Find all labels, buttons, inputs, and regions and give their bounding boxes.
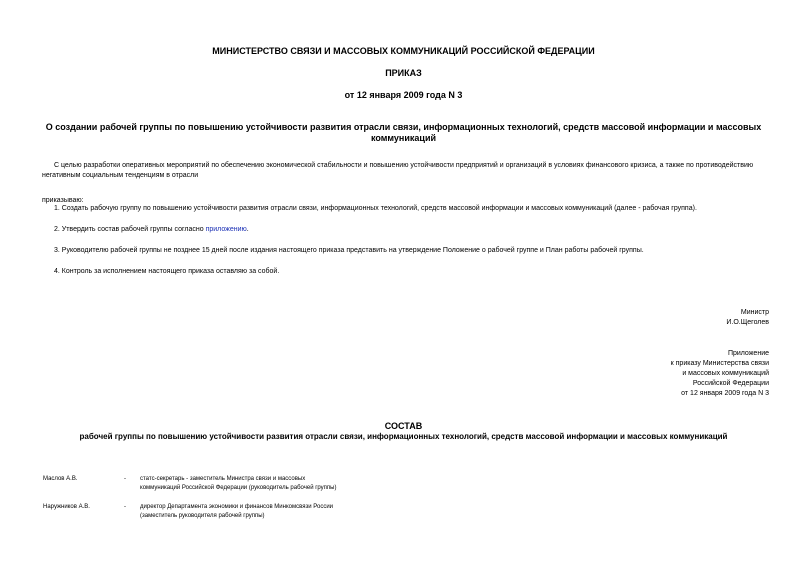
document-type: ПРИКАЗ: [385, 68, 422, 78]
member-role: статс-секретарь - заместитель Министра связи и массовых коммуникаций Российской Федерации (руководитель рабочей группы): [140, 476, 337, 491]
member-name: Наружников А.В.: [43, 504, 90, 510]
ministry-title: МИНИСТЕРСТВО СВЯЗИ И МАССОВЫХ КОММУНИКАЦИЙ РОССИЙСКОЙ ФЕДЕРАЦИИ: [212, 46, 595, 56]
member-dash: -: [124, 504, 126, 510]
signature-name: И.О.Щеголев: [726, 319, 769, 326]
appendix-line: Российской Федерации: [692, 380, 769, 387]
signature-position: Министр: [740, 309, 769, 316]
order-item-2-end: .: [246, 226, 249, 233]
order-item-2: [54, 225, 249, 235]
member-name: Маслов А.В.: [43, 476, 78, 482]
document-date-number: от 12 января 2009 года N 3: [344, 90, 463, 100]
order-item-4: 4. Контроль за исполнением настоящего приказа оставляю за собой.: [54, 268, 280, 275]
member-role: директор Департамента экономики и финансов Минкомсвязи России (заместитель руководителя рабочей группы): [140, 504, 334, 519]
order-word: приказываю:: [42, 197, 84, 204]
appendix-line: к приказу Министерства связи: [670, 360, 769, 367]
appendix-link[interactable]: приложению: [205, 226, 247, 233]
order-item-1: 1. Создать рабочую группу по повышению устойчивости развития отрасли связи, информационных технологий, средств массовой информации и массовых коммуникаций (далее - рабочая группа).: [54, 205, 697, 212]
appendix-line: и массовых коммуникаций: [682, 370, 769, 377]
document-subject: О создании рабочей группы по повышению устойчивости развития отрасли связи, информационных технологий, средств массовой информации и массовых коммуникаций: [45, 122, 762, 143]
appendix-header: [671, 349, 769, 399]
preamble-paragraph: С целью разработки оперативных мероприятий по обеспечению экономической стабильности и повышению устойчивости предприятий и организаций в условиях финансового кризиса, а также по противодействию негативным социальным тенденциям в отрасли: [42, 162, 754, 179]
appendix-line: Приложение: [727, 350, 769, 357]
signature-block: [726, 308, 769, 328]
order-item-2-text: 2. Утвердить состав рабочей группы согласно: [54, 226, 206, 233]
member-dash: -: [124, 476, 126, 482]
appendix-line: от 12 января 2009 года N 3: [681, 390, 769, 397]
composition-subtitle: рабочей группы по повышению устойчивости развития отрасли связи, информационных технологий, средств массовой информации и массовых коммуникаций: [79, 432, 728, 441]
order-item-3: 3. Руководителю рабочей группы не позднее 15 дней после издания настоящего приказа представить на утверждение Положение о рабочей группе и План работы рабочей группы.: [54, 247, 644, 254]
composition-title: СОСТАВ: [384, 421, 423, 431]
